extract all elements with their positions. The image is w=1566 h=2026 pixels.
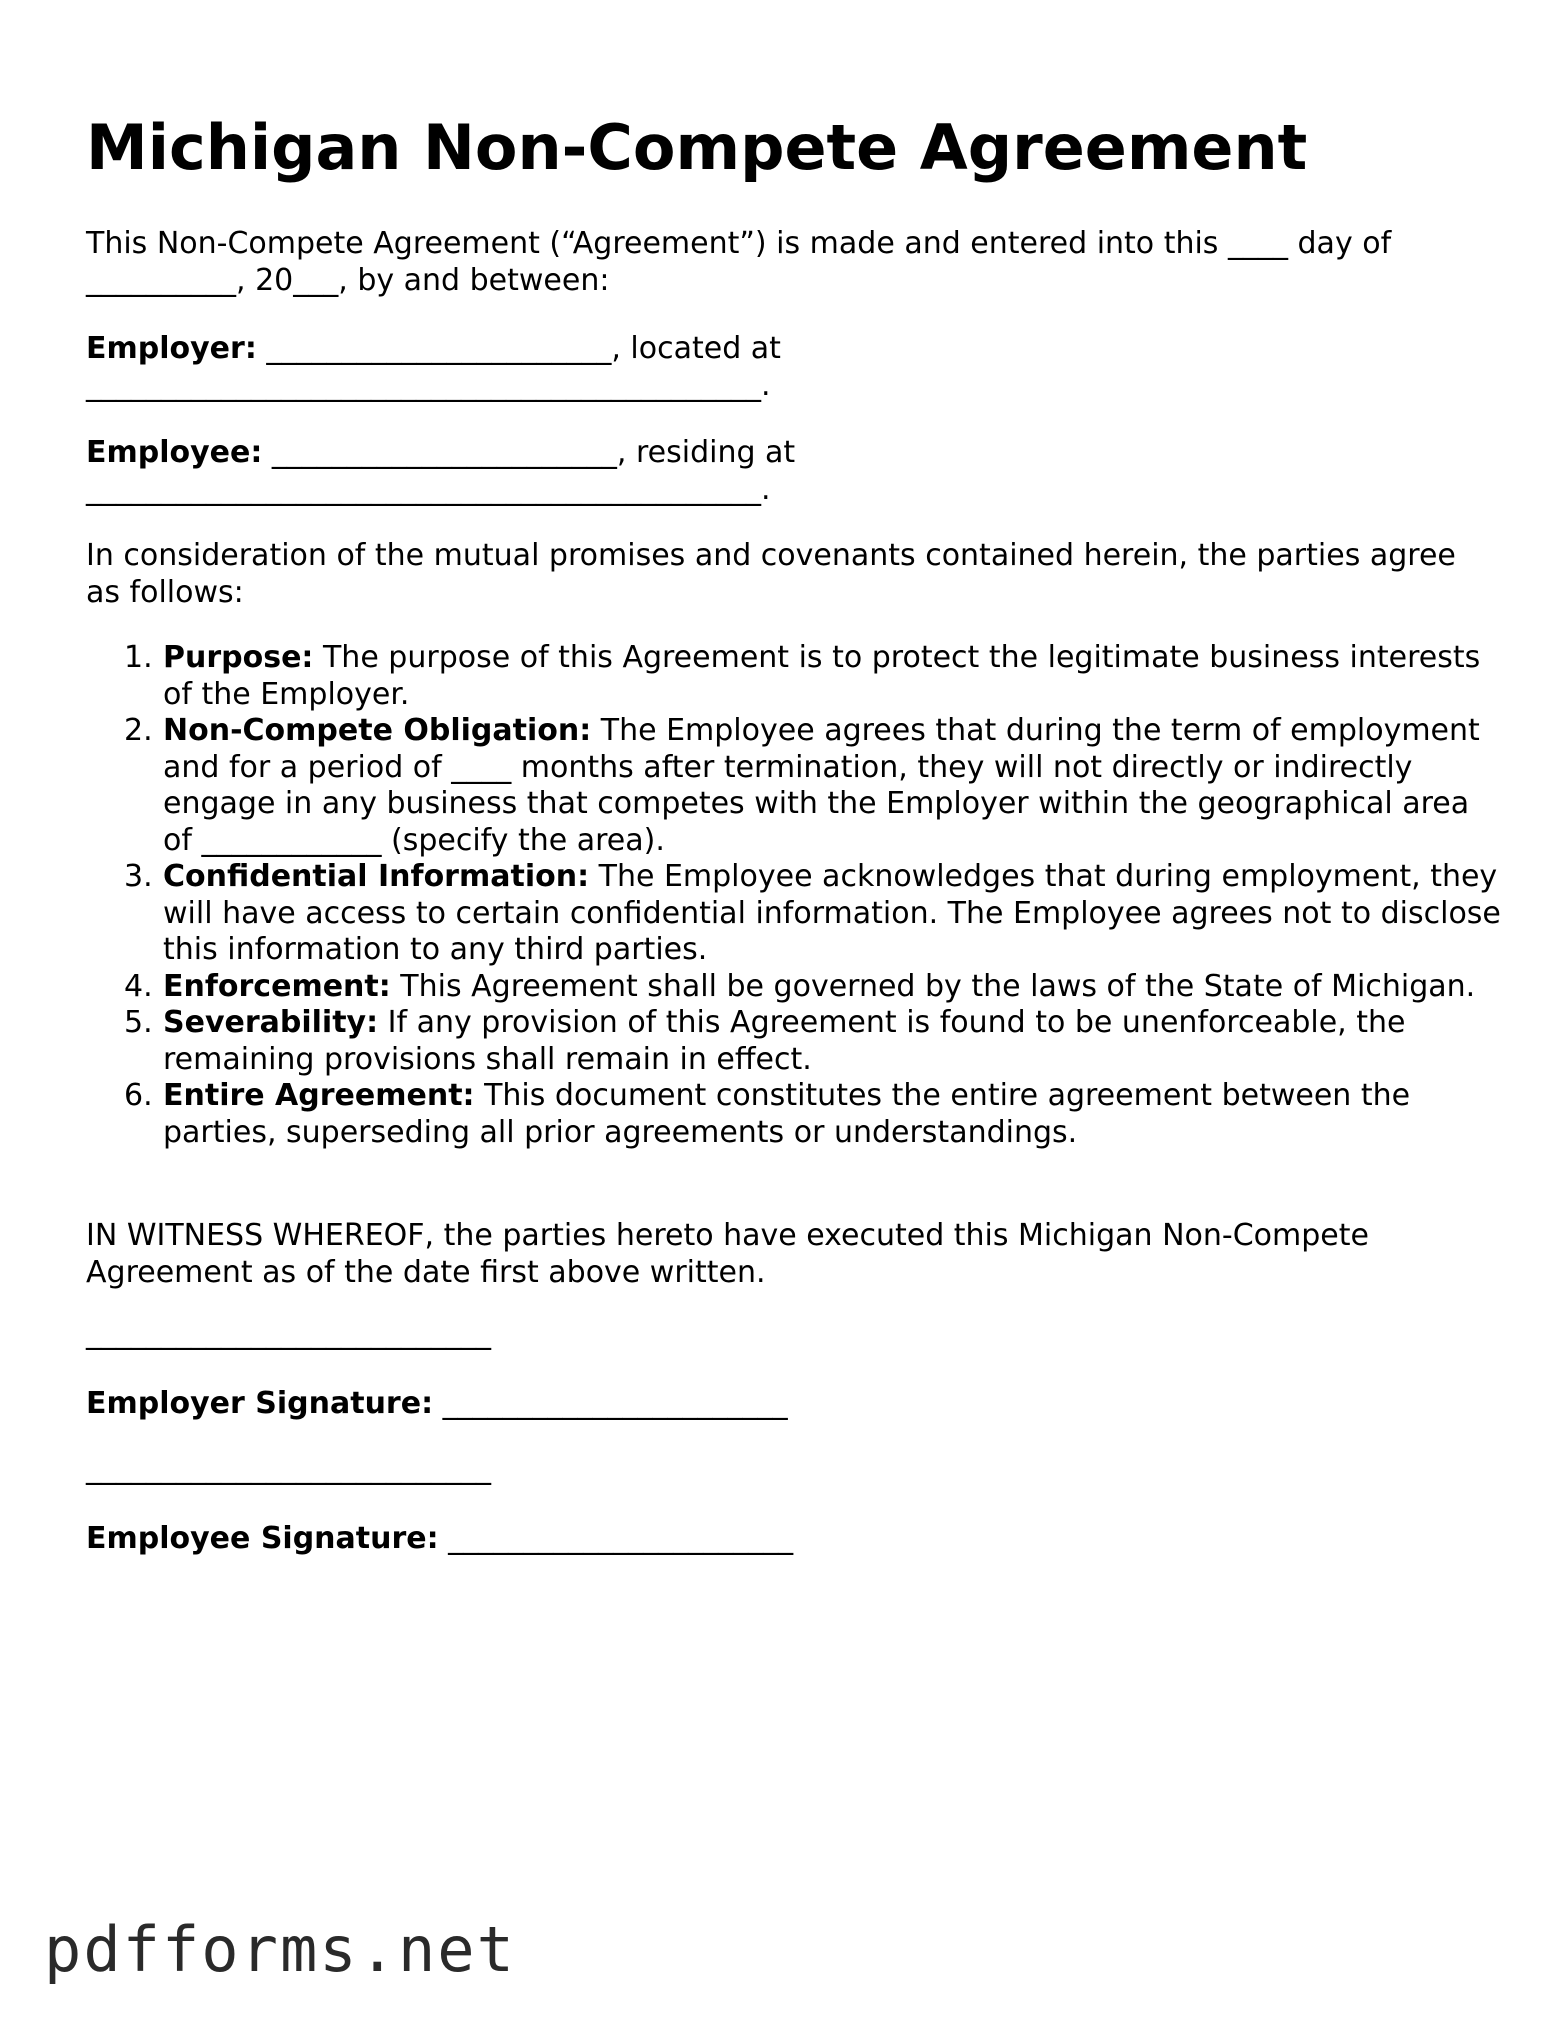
employer-blank: _______________________, located at _____________________________________________.: [86, 331, 781, 403]
employee-signature-underscore: _______________________: [438, 1521, 794, 1556]
clause-number: 1.: [124, 640, 153, 675]
clause-text: This Agreement shall be governed by the laws of the State of Michigan.: [390, 968, 1476, 1004]
clause-text: This document constitutes the entire agreement between the parties, superseding all prior agreements or understandings.: [163, 1078, 1411, 1150]
clause-label: Enforcement:: [163, 968, 391, 1004]
intro-paragraph: This Non-Compete Agreement (“Agreement”) is made and entered into this ____ day of __________, 20___, by and between:: [86, 226, 1401, 298]
clause-entire-agreement: [86, 1078, 1506, 1151]
clause-severability: [86, 1005, 1506, 1078]
consideration-paragraph: In consideration of the mutual promises and covenants contained herein, the parties agree as follows:: [86, 538, 1466, 610]
clause-label: Purpose:: [163, 640, 314, 675]
employer-label: Employer:: [86, 331, 257, 366]
clause-non-compete: [86, 713, 1506, 859]
watermark: pdfforms.net: [44, 1913, 516, 1986]
clause-number: 3.: [124, 859, 153, 894]
clause-label: Entire Agreement:: [163, 1078, 475, 1113]
employee-signature-label: Employee Signature:: [86, 1521, 439, 1556]
employee-field: [86, 434, 795, 508]
witness-paragraph: IN WITNESS WHEREOF, the parties hereto have executed this Michigan Non-Compete Agreement as of the date first above written.: [86, 1218, 1379, 1290]
clause-label: Severability:: [163, 1005, 379, 1040]
employee-blank: _______________________, residing at _____________________________________________.: [86, 435, 796, 507]
employer-signature-underscore: _______________________: [433, 1386, 788, 1421]
clause-text: The purpose of this Agreement is to protect the legitimate business interests of the Employer.: [163, 640, 1481, 712]
clause-number: 6.: [124, 1078, 153, 1113]
clause-number: 5.: [124, 1005, 153, 1040]
employer-signature-blank: ___________________________: [86, 1316, 491, 1351]
employer-signature-label: Employer Signature:: [86, 1386, 434, 1421]
clause-enforcement: [86, 969, 1506, 1006]
clause-text: If any provision of this Agreement is found to be unenforceable, the remaining provisions shall remain in effect.: [163, 1005, 1406, 1077]
clause-label: Confidential Information:: [163, 859, 590, 894]
employer-signature-line: [86, 1385, 788, 1422]
document-title: Michigan Non-Compete Agreement: [86, 111, 1308, 184]
employee-signature-blank: ___________________________: [86, 1451, 491, 1486]
clause-text: The Employee acknowledges that during employment, they will have access to certain confidential information. The Employee agrees not to disclose this information to any third parties.: [163, 859, 1501, 967]
clause-list: [86, 640, 1506, 1151]
clause-confidential: [86, 859, 1506, 969]
employee-label: Employee:: [86, 435, 263, 470]
clause-number: 4.: [124, 968, 153, 1004]
employee-signature-line: [86, 1520, 793, 1557]
employer-field: [86, 330, 781, 404]
clause-text: The Employee agrees that during the term of employment and for a period of ____ months after termination, they will not directly or indirectly engage in any business that competes with the Employer within the geographical area of ____________ (specify the area).: [163, 713, 1480, 858]
clause-purpose: [86, 640, 1506, 713]
clause-label: Non-Compete Obligation:: [163, 713, 592, 748]
clause-number: 2.: [124, 713, 153, 748]
